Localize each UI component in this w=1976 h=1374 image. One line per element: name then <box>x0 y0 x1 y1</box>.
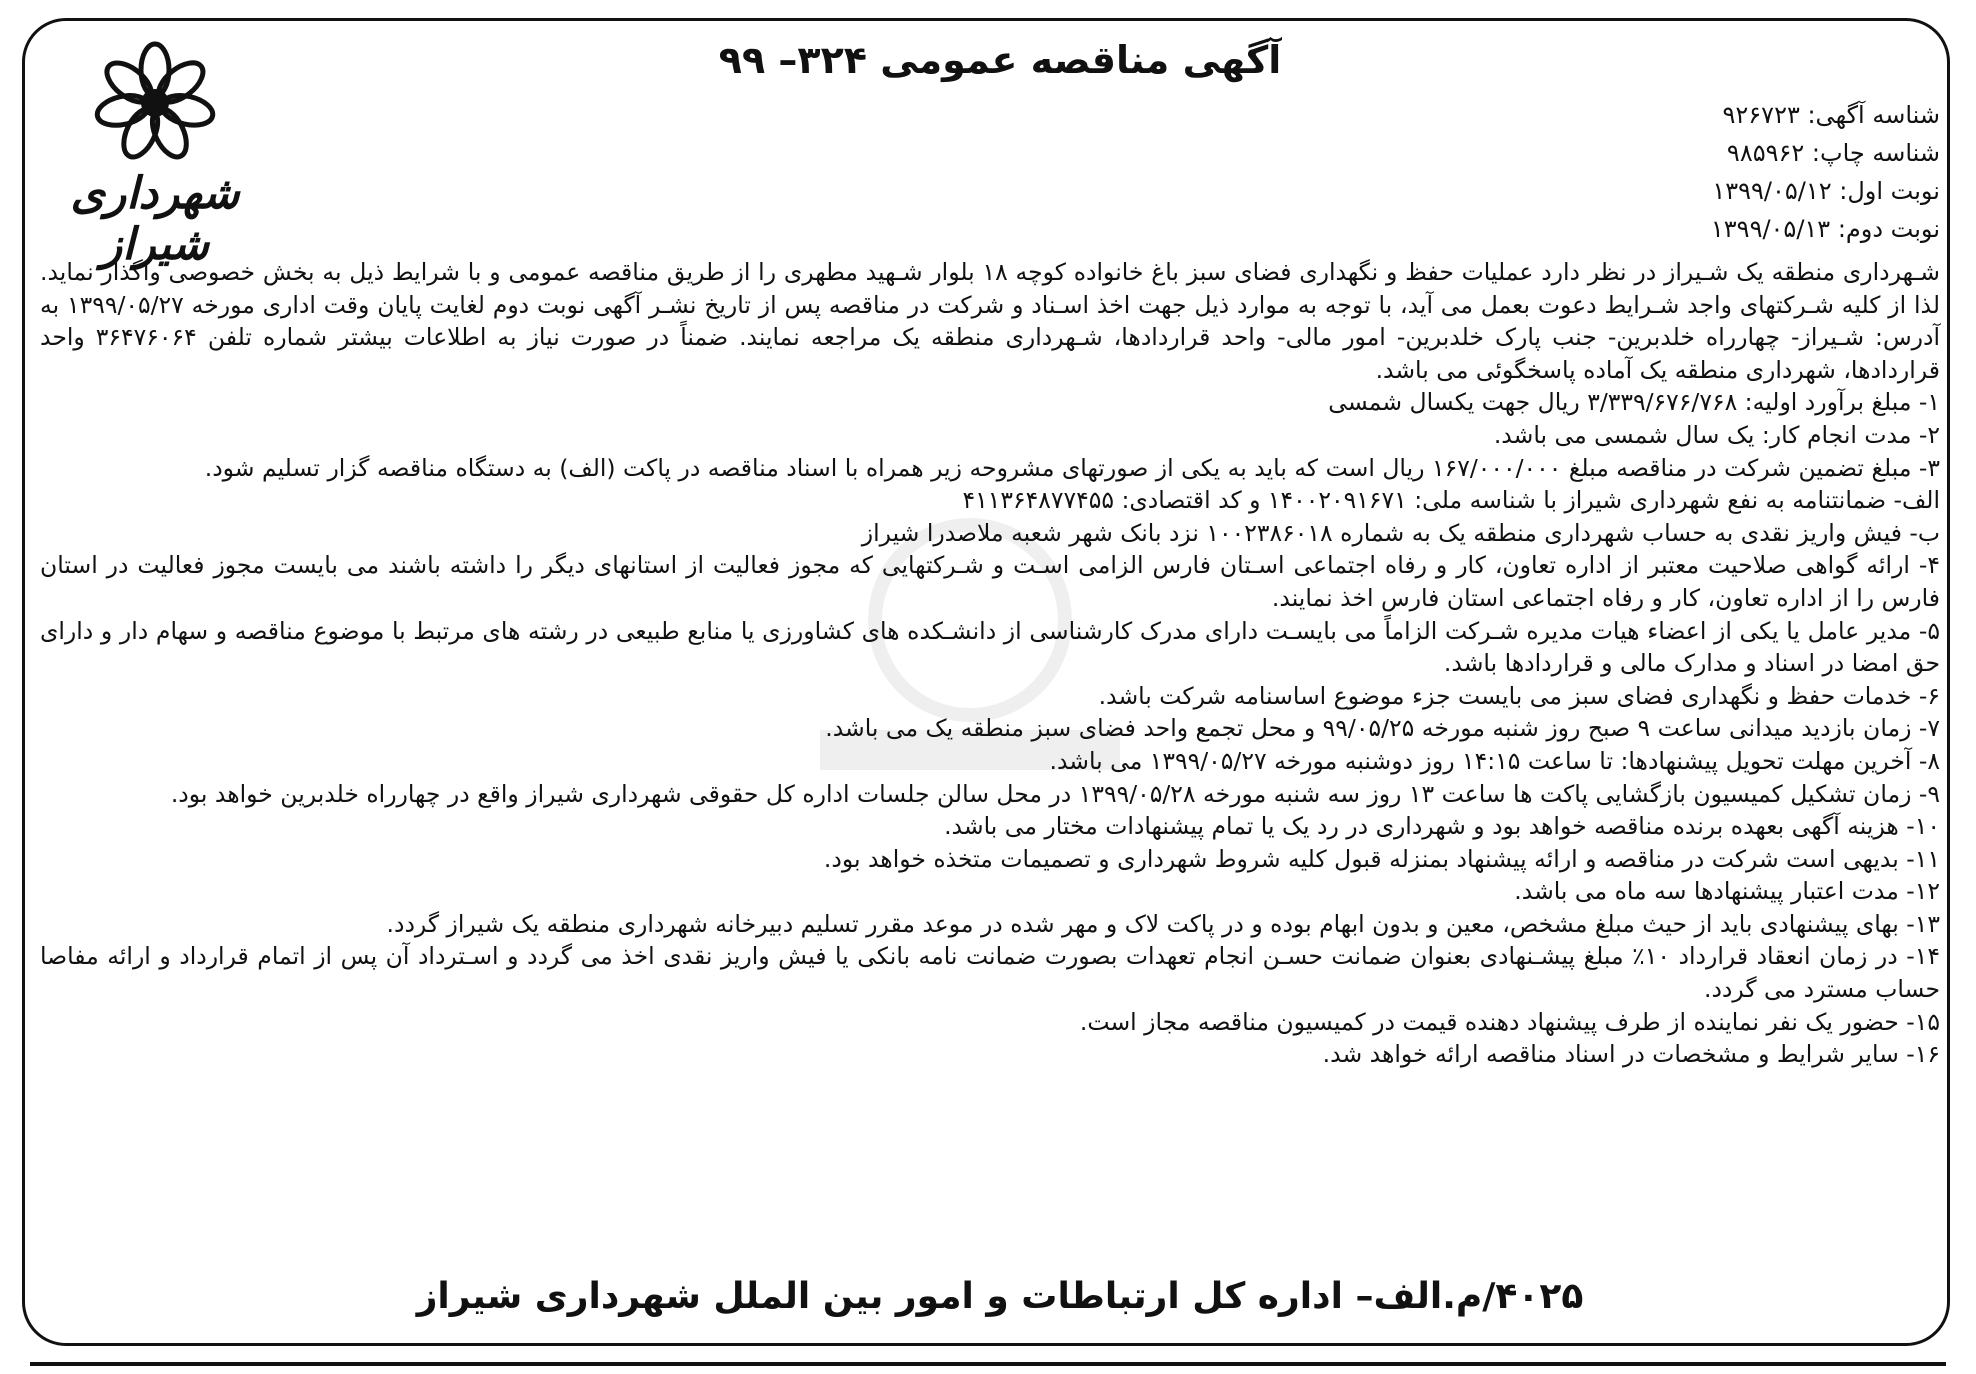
shiraz-municipality-logo <box>40 38 270 270</box>
bottom-divider <box>30 1362 1946 1366</box>
list-item: ۱۵- حضور یک نفر نماینده از طرف پیشنهاد دهنده قیمت در کمیسیون مناقصه مجاز است. <box>1079 1007 1940 1036</box>
announcement-body <box>40 256 1940 1071</box>
list-item: ۱۳- بهای پیشنهادی باید از حیث مبلغ مشخص، معین و بدون ابهام بوده و در پاکت لاک و مهر شده در موعد مقرر تسلیم دبیرخانه شهرداری منطقه یک شیراز گردد. <box>386 909 1940 938</box>
list-item: ۱۱- بدیهی است شرکت در مناقصه و ارائه پیشنهاد بمنزله قبول کلیه شروط شهرداری و تصمیمات متخذه خواهد بود. <box>823 844 1940 873</box>
list-item: ۱۲- مدت اعتبار پیشنهادها سه ماه می باشد. <box>1514 877 1940 906</box>
ad-metadata <box>1711 96 1940 248</box>
list-item: ۷- زمان بازدید میدانی ساعت ۹ صبح روز شنبه مورخه ۹۹/۰۵/۲۵ و محل تجمع واحد فضای سبز منطقه یک می باشد. <box>825 714 1940 743</box>
list-item: ۴- ارائه گواهی صلاحیت معتبر از اداره تعاون، کار و رفاه اجتماعی اسـتان فارس الزامی اسـت و شـرکتهایی که مجوز فعالیت از استانهای دیگر را داشته باشند می بایست مجوز فعالیت در استان فارس را از اداره تعاون، کار و رفاه اجتماعی استان فارس اخذ نمایند. <box>40 551 1940 612</box>
ad-id: شناسه آگهی: ۹۲۶۷۲۳ <box>1722 101 1940 129</box>
list-item: الف- ضمانتنامه به نفع شهرداری شیراز با شناسه ملی: ۱۴۰۰۲۰۹۱۶۷۱ و کد اقتصادی: ۴۱۱۳۶۴۸۷۷۴۵۵ <box>962 486 1940 515</box>
list-item: ۸- آخرین مهلت تحویل پیشنهادها: تا ساعت ۱۴:۱۵ روز دوشنبه مورخه ۱۳۹۹/۰۵/۲۷ می باشد. <box>1049 746 1940 775</box>
second-publication-date: نوبت دوم: ۱۳۹۹/۰۵/۱۳ <box>1710 215 1940 243</box>
list-item: ۱۴- در زمان انعقاد قرارداد ۱۰٪ مبلغ پیشـنهادی بعنوان ضمانت حسـن انجام تعهدات بصورت ضمانت نامه بانکی یا فیش واریز نقدی اخذ می گردد و اسـترداد آن پس از اتمام قرارداد و ارائه مفاصا حساب مسترد می گردد. <box>40 942 1941 1004</box>
intro-paragraph: شـهرداری منطقه یک شـیراز در نظر دارد عملیات حفظ و نگهداری فضای سبز باغ خانواده کوچه ۱۸ بلوار شـهید مطهری را از طریق مناقصه عمومی و با شرایط ذیل به بخش خصوصی واگذار نماید. لذا از کلیه شـرکتهای واجد شـرایط دعوت بعمل می آید، با توجه به موارد ذیل جهت اخذ اسـناد و شرکت در مناقصه پس از تاریخ نشـر آگهی نوبت دوم لغایت پایان وقت اداری مورخه ۱۳۹۹/۰۵/۲۷ به آدرس: شـیراز- چهارراه خلدبرین- جنب پارک خلدبرین- امور مالی- واحد قراردادها، شـهرداری منطقه یک مراجعه نمایند. ضمناً در صورت نیاز به اطلاعات بیشتر شماره تلفن ۳۶۴۷۶۰۶۴ واحد قراردادها، شهرداری منطقه یک آماده پاسخگوئی می باشد. <box>40 258 1940 384</box>
list-item: ۱۶- سایر شرایط و مشخصات در اسناد مناقصه ارائه خواهد شد. <box>1322 1040 1940 1069</box>
list-item: ۶- خدمات حفظ و نگهداری فضای سبز می بایست جزء موضوع اساسنامه شرکت باشد. <box>1098 681 1940 710</box>
list-item: ۱۰- هزینه آگهی بعهده برنده مناقصه خواهد بود و شهرداری در رد یک یا تمام پیشنهادات مختار می باشد. <box>944 812 1940 841</box>
list-item: ۱- مبلغ برآورد اولیه: ۳/۳۳۹/۶۷۶/۷۶۸ ریال جهت یکسال شمسی <box>1328 388 1940 417</box>
list-item: ۳- مبلغ تضمین شرکت در مناقصه مبلغ ۱۶۷/۰۰۰/۰۰۰ ریال است که باید به یکی از صورتهای مشروحه زیر همراه با اسناد مناقصه در پاکت (الف) به دستگاه مناقصه گزار تسلیم شود. <box>204 453 1940 482</box>
list-item: ۵- مدیر عامل یا یکی از اعضاء هیات مدیره شـرکت الزاماً می بایسـت دارای مدرک کارشناسی از دانشـکده های کشاورزی یا منابع طبیعی در رشته های مرتبط با موضوع مناقصه و سهام دار و دارای حق امضا در اسناد و مدارک مالی و قراردادها باشد. <box>40 616 1940 678</box>
print-id: شناسه چاپ: ۹۸۵۹۶۲ <box>1726 139 1940 167</box>
conditions-list <box>40 386 1940 1070</box>
footer-signature: ۴۰۲۵/م.الف– اداره کل ارتباطات و امور بین الملل شهرداری شیراز <box>416 1276 1584 1317</box>
flower-emblem-icon <box>80 38 230 168</box>
list-item: ۲- مدت انجام کار: یک سال شمسی می باشد. <box>1493 420 1940 449</box>
list-item: ۹- زمان تشکیل کمیسیون بازگشایی پاکت ها ساعت ۱۳ روز سه شنبه مورخه ۱۳۹۹/۰۵/۲۸ در محل سالن جلسات اداره کل حقوقی شهرداری شیراز واقع در چهارراه خلدبرین خواهد بود. <box>170 779 1940 808</box>
first-publication-date: نوبت اول: ۱۳۹۹/۰۵/۱۲ <box>1712 177 1940 205</box>
logo-caption: شهرداری شیراز <box>70 168 240 270</box>
list-item: ب- فیش واریز نقدی به حساب شهرداری منطقه یک به شماره ۱۰۰۲۳۸۶۰۱۸ نزد بانک شهر شعبه ملاصدرا شیراز <box>861 518 1940 547</box>
page-title: آگهی مناقصه عمومی ۳۲۴– ۹۹ <box>718 38 1282 82</box>
